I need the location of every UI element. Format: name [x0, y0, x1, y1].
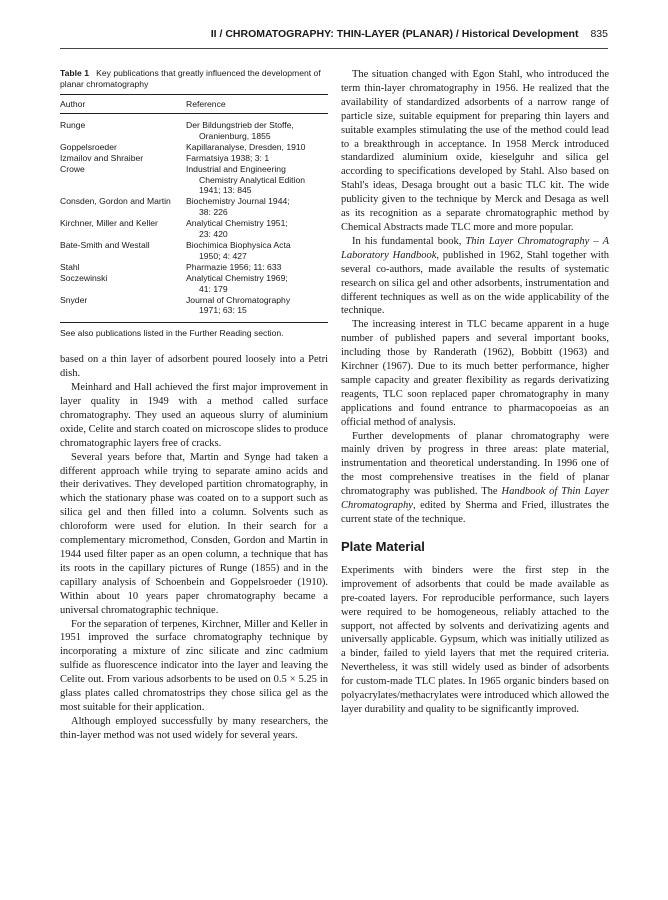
table-cell-reference — [186, 240, 328, 262]
reference-line: Farmatsiya 1938; 3: 1 — [186, 152, 270, 163]
reference-line: 1941; 13: 845 — [199, 185, 252, 196]
table-cell-author: Izmailov and Shraiber — [60, 152, 144, 163]
paragraph-text: , published in 1962, Stahl together with several co-authors, made available the results of systematic research on silica gel and other adsorbents, instrumentation and different techniques as well as on the wide applicability of the technique. — [341, 249, 609, 317]
table-footnote: See also publications listed in the Further Reading section. — [60, 328, 284, 339]
reference-line: Biochimica Biophysica Acta — [186, 239, 291, 250]
section-heading: Plate Material — [341, 538, 425, 554]
table-cell-reference — [186, 153, 328, 164]
table-cell-reference — [186, 295, 328, 317]
paragraph: For the separation of terpenes, Kirchner, Miller and Keller in 1951 improved the surface chromatography technique by incorporating a mixture of zinc silicate and zinc cadmium sulfide as fluorescence indicator into the layer and leaving the Celite out. From various adsorbents to be used on 0.5 × 5.25 in glass plates called chromatostrips they chose silica gel as the most suitable for their application. — [60, 618, 328, 713]
reference-line: 1950; 4: 427 — [199, 250, 247, 261]
left-column — [60, 68, 328, 743]
paragraph: Meinhard and Hall achieved the first major improvement in layer quality in 1949 with a method called surface chromatography. They used an aqueous slurry of aluminium oxide, Celite and starch coated on microscope slides to produce chromatographic layers free of cracks. — [60, 382, 328, 449]
paragraph-text: Further developments of planar chromatography were mainly driven by progress in three areas: plate material, instrumentation and theoretical understanding. In 1996 one of the most comprehensive treatises in the field of planar chromatography was published. The — [341, 430, 609, 498]
table-cell-author: Soczewinski — [60, 272, 108, 283]
table-row — [60, 218, 328, 240]
table-body — [60, 114, 328, 322]
table-bottom-rule — [60, 322, 328, 323]
paragraph: Although employed successfully by many researchers, the thin-layer method was not used widely for several years. — [60, 715, 328, 741]
reference-line: 23: 420 — [199, 229, 228, 240]
running-header — [60, 28, 608, 44]
table-cell-author: Bate-Smith and Westall — [60, 239, 150, 250]
book-title: Thin Layer Chromatography – A Laboratory Handbook — [341, 235, 609, 261]
reference-line: 1971; 63: 15 — [199, 305, 247, 316]
reference-line: 38: 226 — [199, 207, 228, 218]
table-row — [60, 196, 328, 218]
table-cell-reference — [186, 262, 328, 273]
reference-line: Kapillaranalyse, Dresden, 1910 — [186, 141, 306, 152]
paragraph — [341, 430, 609, 527]
reference-line: Industrial and Engineering — [186, 163, 286, 174]
paragraph: Several years before that, Martin and Synge had taken a different approach while trying to separate amino acids and their derivatives. They developed partition chromatography, in which the stationary phase was coated on to a support such as silica gel and then filled into a column. Solvents such as chloroform were used for elution. In their search for a complementary micromethod, Consden, Gordon and Martin in 1944 used filter paper as an open column, a technique that has its roots in the capillary pictures of Runge (1855) and in the capillary analysis of Schoenbein and Goppelsroeder (1910). Within about 10 years paper chromatography became a universal chromatographic technique. — [60, 451, 328, 616]
reference-line: Oranienburg, 1855 — [199, 130, 271, 141]
table-cell-author: Stahl — [60, 261, 80, 272]
reference-line: Biochemistry Journal 1944; — [186, 196, 290, 207]
table-caption — [60, 68, 328, 90]
running-header-title: II / CHROMATOGRAPHY: THIN-LAYER (PLANAR) / Historical Development — [210, 28, 579, 40]
table-header-row — [60, 95, 328, 113]
table-label: Table 1 — [60, 68, 89, 78]
reference-line: Journal of Chromatography — [186, 294, 291, 305]
table-row — [60, 240, 328, 262]
table-cell-reference — [186, 164, 328, 197]
reference-line: Analytical Chemistry 1951; — [186, 218, 288, 229]
paragraph-text: In his fundamental book, — [352, 235, 466, 247]
reference-line: 41: 179 — [199, 283, 228, 294]
right-column — [341, 68, 609, 717]
table-cell-author: Runge — [60, 120, 86, 130]
table-cell-author: Goppelsroeder — [60, 141, 117, 152]
paragraph: The situation changed with Egon Stahl, who introduced the term thin-layer chromatography in 1956. He realized that the availability of standardized adsorbents of a narrow range of particle size, suitable equipment for preparing thin layers and suitable examples stimulating the use of the method could lead to a breakthrough in acceptance. In 1958 Merck introduced standardized aluminium oxide, kieselguhr and silica gel according to specifications developed by Stahl. Also based on Stahl's ideas, Desaga brought out a basic TLC kit. The wide publicity given to the technique by Merck and Desaga as well as its recognition as a separate chromatographic method by Chemical Abstracts made TLC more and more popular. — [341, 69, 609, 233]
left-body-text — [60, 353, 328, 742]
table-cell-reference — [186, 196, 328, 218]
paragraph-text: , edited by Sherma and Fried, illustrates the current state of the technique. — [341, 500, 609, 525]
table-row — [60, 153, 328, 164]
table-row — [60, 262, 328, 273]
paragraph — [341, 235, 609, 318]
page-number: 835 — [590, 28, 608, 40]
table-cell-reference — [186, 120, 328, 142]
table-cell-author: Crowe — [60, 163, 85, 174]
table-row — [60, 295, 328, 317]
paragraph: Experiments with binders were the first step in the improvement of adsorbents that could be made available as pre-coated layers. For reproducible performance, such layers were required to be homogeneous, reliably attached to the support, not affected by solvents and derivatizing agents and universally applicable. Gypsum, which was initially utilized as a binder, failed to yield layers that met the required criteria. Nevertheless, it was still widely used as binder of adsorbents for custom-made TLC plates. In 1965 organic binders based on polyacrylates/methacrylates were introduced which allowed the layer durability and quality to be significantly improved. — [341, 564, 609, 715]
reference-line: Pharmazie 1956; 11: 633 — [186, 261, 282, 272]
table-cell-reference — [186, 218, 328, 240]
paragraph: The increasing interest in TLC became apparent in a huge number of published papers and several important books, including those by Randerath (1962), Bobbitt (1963) and Kirchner (1967). Due to its much better performance, higher sample capacity and greater flexibility as regards derivatizing reagents, TLC soon replaced paper chromatography in many applications and found entrance to pharmacopoeias as an official method of analysis. — [341, 319, 609, 428]
table-cell-reference — [186, 273, 328, 295]
reference-line: Chemistry Analytical Edition — [199, 174, 306, 185]
header-rule — [60, 48, 608, 49]
table-cell-author: Snyder — [60, 294, 88, 305]
table-row — [60, 120, 328, 142]
paragraph: based on a thin layer of adsorbent poured loosely into a Petri dish. — [60, 354, 328, 380]
table-caption-text: Key publications that greatly influenced the development of planar chromatography — [60, 68, 321, 89]
table-1 — [60, 68, 328, 339]
table-row — [60, 164, 328, 197]
table-cell-author: Consden, Gordon and Martin — [60, 196, 171, 207]
table-row — [60, 142, 328, 153]
book-title: Handbook of Thin Layer Chromatography — [341, 486, 609, 512]
reference-line: Analytical Chemistry 1969; — [186, 272, 288, 283]
column-header-reference: Reference — [186, 99, 226, 109]
column-header-author: Author — [60, 99, 86, 109]
table-cell-reference — [186, 142, 328, 153]
table-cell-author: Kirchner, Miller and Keller — [60, 218, 158, 229]
reference-line: Der Bildungstrieb der Stoffe, — [186, 120, 294, 130]
table-row — [60, 273, 328, 295]
